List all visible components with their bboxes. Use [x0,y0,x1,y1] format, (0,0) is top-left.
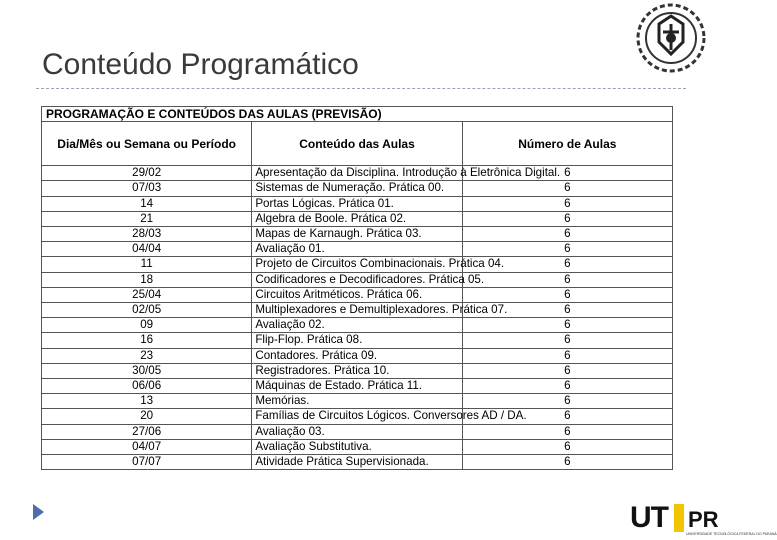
row-content: Sistemas de Numeração. Prática 00. [252,181,462,196]
row-count: 6 [462,303,672,318]
header-content: Conteúdo das Aulas [252,122,462,166]
row-date: 30/05 [42,363,252,378]
row-date: 11 [42,257,252,272]
row-date: 07/03 [42,181,252,196]
row-content: Contadores. Prática 09. [252,348,462,363]
row-count: 6 [462,211,672,226]
row-content: Avaliação 03. [252,424,462,439]
slide-title: Conteúdo Programático [42,48,359,81]
table-row [42,287,673,302]
row-content: Circuitos Aritméticos. Prática 06. [252,287,462,302]
header-date: Dia/Mês ou Semana ou Período [42,122,252,166]
row-content: Portas Lógicas. Prática 01. [252,196,462,211]
gear-seal-icon [633,2,709,74]
table-row [42,333,673,348]
schedule-table-container [41,106,673,470]
bullet-arrow-icon [33,504,44,520]
table-caption: PROGRAMAÇÃO E CONTEÚDOS DAS AULAS (PREVISÃO) [42,107,673,122]
table-row [42,272,673,287]
row-count: 6 [462,409,672,424]
row-content: Máquinas de Estado. Prática 11. [252,379,462,394]
row-date: 28/03 [42,227,252,242]
title-divider [36,88,686,89]
table-row [42,424,673,439]
table-row [42,363,673,378]
row-content: Registradores. Prática 10. [252,363,462,378]
table-row [42,181,673,196]
row-content: Avaliação 02. [252,318,462,333]
table-row [42,196,673,211]
row-count: 6 [462,394,672,409]
row-date: 02/05 [42,303,252,318]
row-count: 6 [462,287,672,302]
row-content: Algebra de Boole. Prática 02. [252,211,462,226]
logo-accent-bar [674,504,684,532]
row-count: 6 [462,379,672,394]
row-content: Memórias. [252,394,462,409]
row-date: 20 [42,409,252,424]
row-count: 6 [462,363,672,378]
row-count: 6 [462,424,672,439]
row-count: 6 [462,257,672,272]
row-date: 16 [42,333,252,348]
table-row [42,409,673,424]
row-count: 6 [462,439,672,454]
row-date: 09 [42,318,252,333]
row-date: 27/06 [42,424,252,439]
row-count: 6 [462,272,672,287]
row-date: 13 [42,394,252,409]
table-row [42,257,673,272]
row-count: 6 [462,166,672,181]
row-date: 04/07 [42,439,252,454]
row-count: 6 [462,227,672,242]
row-content: Atividade Prática Supervisionada. [252,455,462,470]
row-count: 6 [462,333,672,348]
row-content: Projeto de Circuitos Combinacionais. Prática 04. [252,257,462,272]
row-count: 6 [462,348,672,363]
table-row [42,394,673,409]
row-date: 18 [42,272,252,287]
row-content: Apresentação da Disciplina. Introdução à Eletrônica Digital. [252,166,462,181]
row-count: 6 [462,242,672,257]
row-count: 6 [462,455,672,470]
row-content: Mapas de Karnaugh. Prática 03. [252,227,462,242]
row-count: 6 [462,318,672,333]
table-row [42,303,673,318]
header-count: Número de Aulas [462,122,672,166]
row-count: 6 [462,196,672,211]
logo-main-text: UT [630,501,668,534]
row-date: 25/04 [42,287,252,302]
schedule-table [41,106,673,470]
row-content: Flip-Flop. Prática 08. [252,333,462,348]
row-content: Avaliação Substitutiva. [252,439,462,454]
row-content: Codificadores e Decodificadores. Prática 05. [252,272,462,287]
row-date: 07/07 [42,455,252,470]
row-content: Avaliação 01. [252,242,462,257]
row-date: 14 [42,196,252,211]
row-count: 6 [462,181,672,196]
logo-region-text: PR [688,507,719,532]
row-date: 23 [42,348,252,363]
table-row [42,227,673,242]
table-row [42,242,673,257]
table-row [42,211,673,226]
utfpr-logo [630,501,777,538]
table-row [42,348,673,363]
table-row [42,379,673,394]
table-row [42,439,673,454]
logo-subtitle-text: UNIVERSIDADE TECNOLÓGICA FEDERAL DO PARANÁ [686,532,777,536]
table-row [42,455,673,470]
row-content: Famílias de Circuitos Lógicos. Conversores AD / DA. [252,409,462,424]
row-date: 04/04 [42,242,252,257]
row-content: Multiplexadores e Demultiplexadores. Prática 07. [252,303,462,318]
row-date: 06/06 [42,379,252,394]
row-date: 21 [42,211,252,226]
table-row [42,166,673,181]
table-row [42,318,673,333]
row-date: 29/02 [42,166,252,181]
